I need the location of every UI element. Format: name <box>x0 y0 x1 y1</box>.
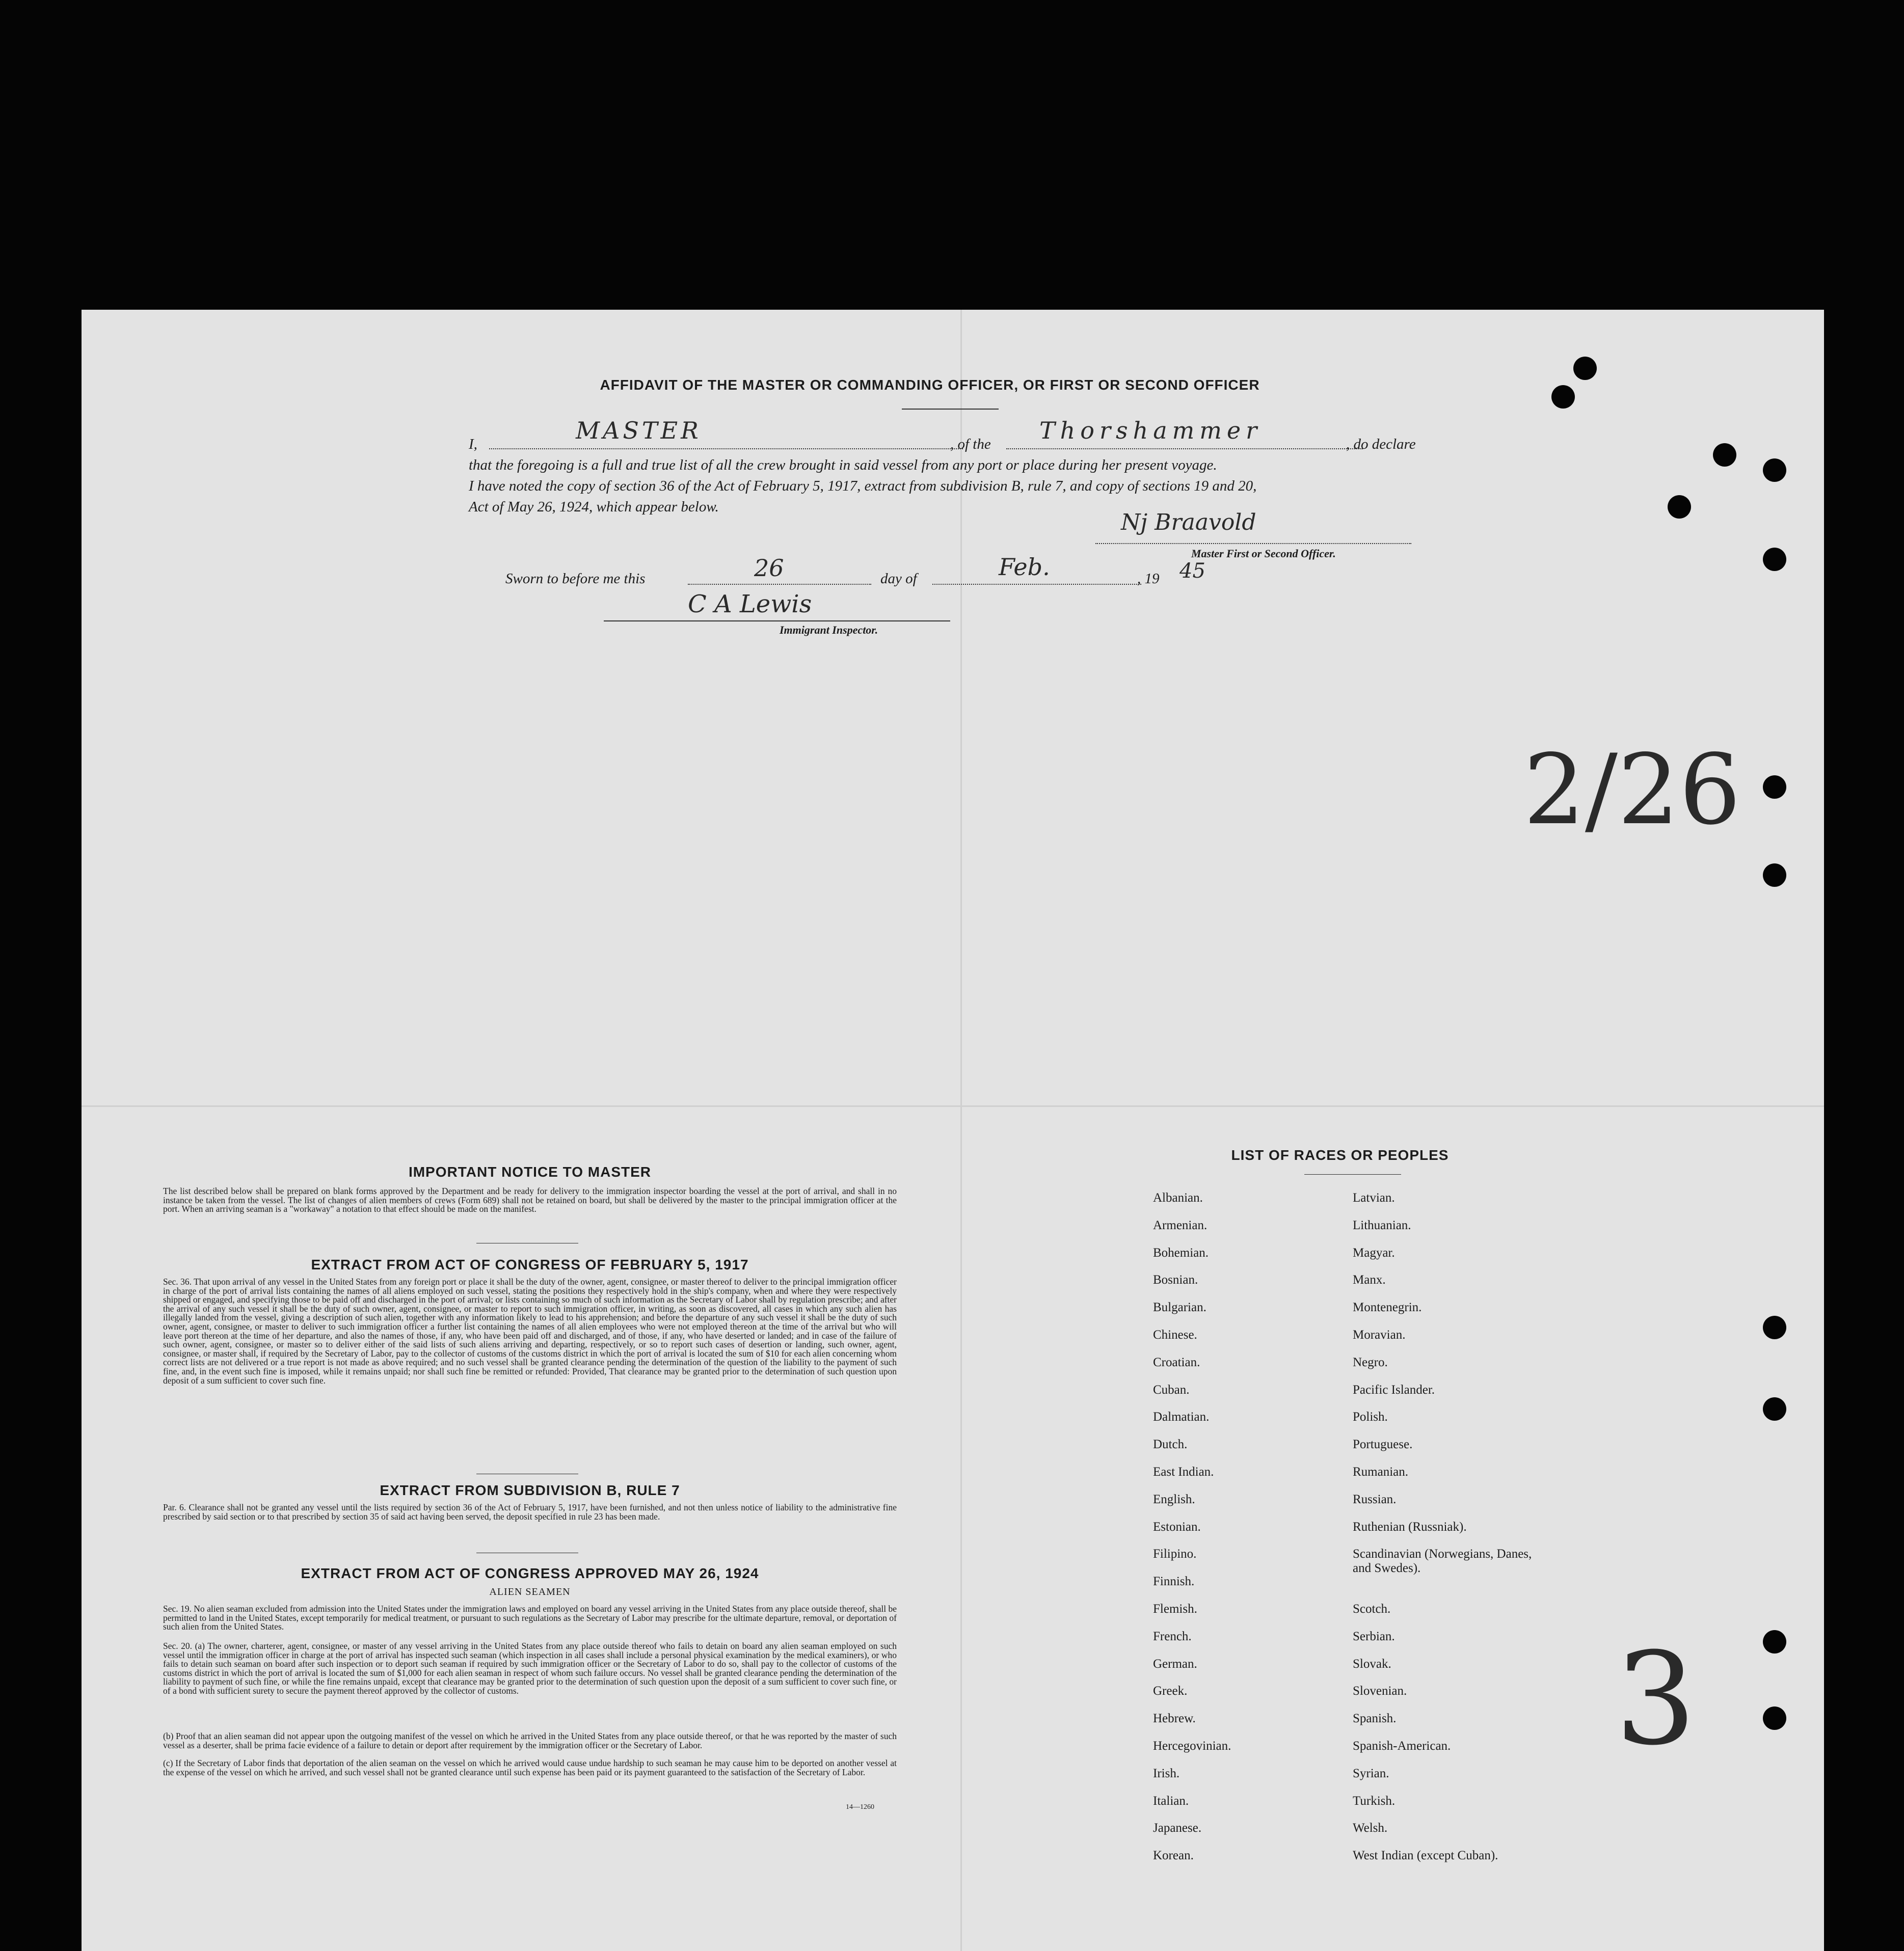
race-item: Armenian. <box>1153 1218 1208 1232</box>
race-item: Bulgarian. <box>1153 1300 1206 1315</box>
race-item: Magyar. <box>1353 1245 1395 1260</box>
race-item: Montenegrin. <box>1353 1300 1422 1315</box>
race-item: Turkish. <box>1353 1794 1396 1808</box>
race-item: Albanian. <box>1153 1191 1203 1205</box>
month-blank <box>932 584 1141 585</box>
punch-hole <box>1573 357 1597 380</box>
race-item: Bohemian. <box>1153 1245 1209 1260</box>
handwritten-date-mark: 2/26 <box>1523 734 1741 846</box>
notice-text: The list described below shall be prepared on blank forms approved by the Department and be ready for delivery to the immigration inspector boarding the vessel at the port of arrival, and shall in no instance be taken from the vessel. The list of changes of alien members of crews (Form 689) shall not be retained on board, but shall be delivered by the master to the principal immigration officer at the port. When an arriving seaman is a "workaway" a notation to that effect should be made on the manifest. <box>163 1186 897 1214</box>
race-item: Spanish-American. <box>1353 1739 1451 1753</box>
handwritten-page-number: 3 <box>1615 1625 1697 1773</box>
race-item: Manx. <box>1353 1273 1386 1287</box>
punch-hole <box>1763 863 1786 887</box>
race-item: Polish. <box>1353 1410 1388 1424</box>
inspector-caption: Immigrant Inspector. <box>780 624 878 636</box>
races-title: LIST OF RACES OR PEOPLES <box>1231 1147 1449 1163</box>
punch-hole <box>1763 1630 1786 1654</box>
punch-hole <box>1763 775 1786 799</box>
extract-1917-title: EXTRACT FROM ACT OF CONGRESS OF FEBRUARY 5, 1917 <box>311 1257 749 1272</box>
punch-hole <box>1551 385 1575 409</box>
punch-hole <box>1763 1706 1786 1730</box>
punch-hole <box>1763 1316 1786 1339</box>
day-blank <box>688 584 871 585</box>
race-item: Negro. <box>1353 1355 1388 1369</box>
race-item: Russian. <box>1353 1492 1397 1506</box>
race-item: Slovak. <box>1353 1657 1391 1671</box>
extract-1917-text: Sec. 36. That upon arrival of any vessel in the United States from any foreign port or place it shall be the duty of the owner, agent, consignee, or master thereof to deliver to the principal immigration officer in charge of the port of arrival lists containing the names of all aliens employed on such vessel, stating the positions they respectively hold in the ship's company, when and where they were respectively shipped or engaged, and specifying those to be paid off and discharged in the port of arrival; or lists containing so much of such information as the Secretary of Labor shall by regulation prescribe; and after the arrival of any such vessel it shall be the duty of such owner, agent, consignee, or master to report to such immigration officer, in writing, as soon as discovered, all cases in which any such alien has illegally landed from the vessel, giving a description of such alien, together with any information likely to lead to his apprehension; and before the departure of any such vessel it shall be the duty of such owner, agent, consignee, or master to deliver to such immigration officer a further list containing the names of all alien employees who were not employed thereon at the time of the arrival but who will leave port thereon at the time of her departure, and also the names of those, if any, who have been paid off and discharged, and of those, if any, who have deserted or landed; and in case of the failure of such owner, agent, consignee, or master so to deliver either of the said lists of such aliens arriving and departing, respectively, or so to report such cases of desertion or landing, such owner, agent, consignee, or master shall, if required by the Secretary of Labor, pay to the collector of customs of the customs district in which the port of arrival is located the sum of $10 for each alien concerning whom correct lists are not delivered or a true report is not made as above required; and no such vessel shall be granted clearance pending the determination of the question of the liability to the payment of such fine, and, in the event such fine is imposed, while it remains unpaid; nor shall such fine be remitted or refunded: Provided, That clearance may be granted prior to the determination of such question upon deposit of a sum sufficient to cover such fine. <box>163 1277 897 1386</box>
sworn-label: Sworn to before me this <box>505 571 646 587</box>
section-20c-text: (c) If the Secretary of Labor finds that deportation of the alien seaman on the vessel on which he arrived would cause undue hardship to such seaman he may cause him to be deported on another vessel at the expense of the vessel on which he arrived, and such vessel shall not be granted clearance until such expense has been paid or its payment guaranteed to the satisfaction of the Secretary of Labor. <box>163 1758 897 1777</box>
year-prefix: , 19 <box>1137 571 1160 587</box>
handwritten-master: MASTER <box>576 417 702 444</box>
race-item: Portuguese. <box>1353 1438 1413 1452</box>
race-item: East Indian. <box>1153 1465 1214 1479</box>
i-label: I, <box>469 436 477 452</box>
race-item: Spanish. <box>1353 1712 1397 1726</box>
race-item: Chinese. <box>1153 1328 1197 1342</box>
race-item: Hercegovinian. <box>1153 1739 1231 1753</box>
race-item: Bosnian. <box>1153 1273 1198 1287</box>
race-item: Serbian. <box>1353 1629 1395 1643</box>
fold-crease-vertical <box>960 310 962 1951</box>
races-title-rule <box>1304 1174 1401 1175</box>
race-item: Scandinavian (Norwegians, Danes, and Swedes). <box>1353 1547 1532 1576</box>
affidavit-title: AFFIDAVIT OF THE MASTER OR COMMANDING OFFICER, OR FIRST OR SECOND OFFICER <box>600 377 1260 393</box>
day-of-label: day of <box>880 571 917 587</box>
race-item: Scotch. <box>1353 1602 1391 1616</box>
do-declare-label: , do declare <box>1346 436 1416 452</box>
handwritten-inspector-signature: C A Lewis <box>688 590 812 618</box>
race-item: Dalmatian. <box>1153 1410 1210 1424</box>
race-item: Welsh. <box>1353 1821 1388 1835</box>
handwritten-vessel-name: Thorshammer <box>1039 417 1263 444</box>
name-blank <box>489 448 963 449</box>
inspector-signature-line <box>604 620 950 621</box>
alien-seamen-subtitle: ALIEN SEAMEN <box>489 1586 571 1597</box>
race-item: Dutch. <box>1153 1438 1188 1452</box>
declaration-line-4: Act of May 26, 1924, which appear below. <box>469 499 719 515</box>
race-item: English. <box>1153 1492 1195 1506</box>
race-item: Korean. <box>1153 1849 1194 1863</box>
form-number: 14—1260 <box>846 1803 874 1811</box>
master-caption: Master First or Second Officer. <box>1191 547 1336 560</box>
race-item: Irish. <box>1153 1766 1180 1780</box>
race-item: Ruthenian (Russniak). <box>1353 1520 1467 1534</box>
section-20a-text: Sec. 20. (a) The owner, charterer, agent, consignee, or master of any vessel arriving in the United States from any place outside thereof who fails to detain on board any alien seaman employed on such vessel until the immigration officer in charge at the port of arrival has inspected such seaman (which inspection in all cases shall include a personal physical examination by the medical examiners), or who fails to detain such seaman on board after such inspection or to deport such seaman if required by such immigration officer or the Secretary of Labor to do so, shall pay to the collector of customs of the customs district in which the port of arrival is located the sum of $1,000 for each alien seaman in respect of whom such failure occurs. No vessel shall be granted clearance pending the determination of the liability to payment of such fine, or while the fine remains unpaid, except that clearance may be granted prior to the determination of such question upon the deposit of a sum sufficient to cover such fine, or of a bond with sufficient surety to secure the payment thereof approved by the collector of customs. <box>163 1641 897 1696</box>
race-item: Slovenian. <box>1353 1684 1407 1698</box>
race-item: Flemish. <box>1153 1602 1197 1616</box>
declaration-line-3: I have noted the copy of section 36 of the Act of February 5, 1917, extract from subdivision B, rule 7, and copy of sections 19 and 20, <box>469 478 1257 494</box>
race-item: Pacific Islander. <box>1353 1383 1435 1397</box>
punch-hole <box>1668 495 1691 519</box>
race-item: German. <box>1153 1657 1197 1671</box>
race-item: Lithuanian. <box>1353 1218 1411 1232</box>
punch-hole <box>1763 1397 1786 1421</box>
race-item: Finnish. <box>1153 1575 1195 1589</box>
race-item: Rumanian. <box>1353 1465 1409 1479</box>
punch-hole <box>1713 443 1736 467</box>
race-item: Cuban. <box>1153 1383 1190 1397</box>
handwritten-master-signature: Nj Braavold <box>1121 509 1256 535</box>
punch-hole <box>1763 458 1786 482</box>
race-item: Greek. <box>1153 1684 1188 1698</box>
race-item: Syrian. <box>1353 1766 1389 1780</box>
race-item: French. <box>1153 1629 1192 1643</box>
handwritten-year: 45 <box>1179 559 1205 583</box>
extract-1924-title: EXTRACT FROM ACT OF CONGRESS APPROVED MAY 26, 1924 <box>301 1565 759 1581</box>
document-page <box>82 310 1824 1951</box>
rule-7-text: Par. 6. Clearance shall not be granted any vessel until the lists required by section 36 of the Act of February 5, 1917, have been furnished, and not then unless notice of liability to the administrative fine prescribed by said section or to that prescribed by section 35 of said act having been served, the deposit specified in rule 23 has been made. <box>163 1502 897 1522</box>
race-item: West Indian (except Cuban). <box>1353 1849 1498 1863</box>
handwritten-month: Feb. <box>999 553 1050 581</box>
race-item: Latvian. <box>1353 1191 1395 1205</box>
of-the-label: , of the <box>950 436 991 452</box>
race-item: Moravian. <box>1353 1328 1406 1342</box>
race-item: Hebrew. <box>1153 1712 1196 1726</box>
title-rule <box>902 409 999 410</box>
section-20b-text: (b) Proof that an alien seaman did not appear upon the outgoing manifest of the vessel on which he arrived in the United States from any place outside thereof, or that he was reported by the master of such vessel as a deserter, shall be prima facie evidence of a failure to detain or deport after requirement by the immigration officer or the Secretary of Labor. <box>163 1731 897 1750</box>
vessel-blank <box>1006 448 1363 449</box>
race-item: Estonian. <box>1153 1520 1201 1534</box>
punch-hole <box>1763 548 1786 571</box>
race-item: Italian. <box>1153 1794 1189 1808</box>
section-19-text: Sec. 19. No alien seaman excluded from admission into the United States under the immigration laws and employed on board any vessel arriving in the United States from any place outside thereof, shall be permitted to land in the United States, except temporarily for medical treatment, or pursuant to such regulations as the Secretary of Labor may prescribe for the ultimate departure, removal, or deportation of such alien from the United States. <box>163 1604 897 1632</box>
rule-7-title: EXTRACT FROM SUBDIVISION B, RULE 7 <box>380 1482 680 1498</box>
race-item: Croatian. <box>1153 1355 1200 1369</box>
race-item: Japanese. <box>1153 1821 1202 1835</box>
master-signature-line <box>1095 543 1411 544</box>
declaration-line-2: that the foregoing is a full and true list of all the crew brought in said vessel from any port or place during her present voyage. <box>469 457 1217 473</box>
fold-crease-horizontal <box>82 1105 1824 1107</box>
handwritten-day: 26 <box>754 554 784 582</box>
notice-title: IMPORTANT NOTICE TO MASTER <box>408 1164 652 1180</box>
race-item: Filipino. <box>1153 1547 1197 1561</box>
